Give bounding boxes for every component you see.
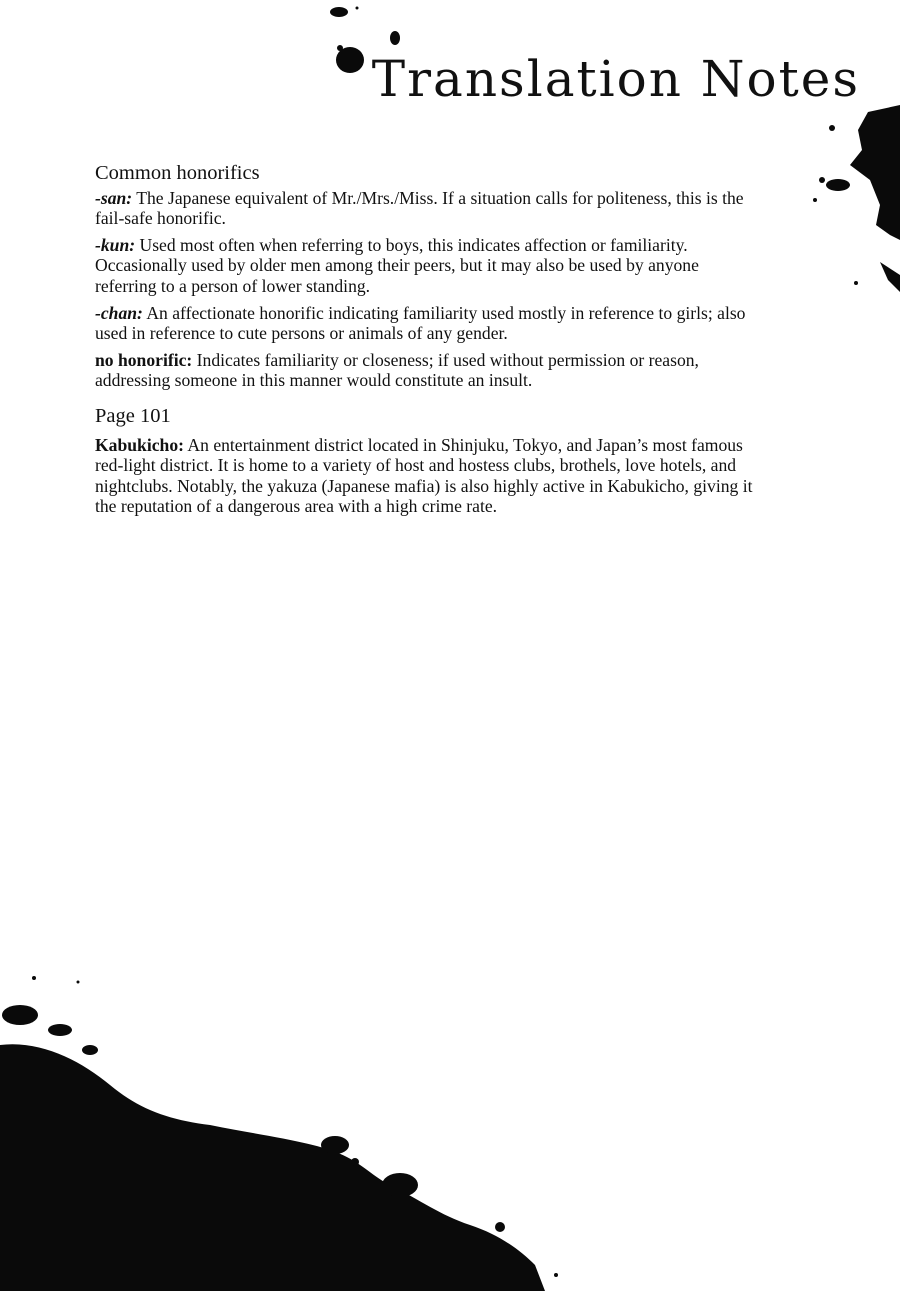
- note-entry-kun: [95, 235, 760, 297]
- note-entry-chan: [95, 303, 760, 344]
- note-text: Indicates familiarity or closeness; if used without permission or reason, addressing someone in this manner would constitute an insult.: [95, 349, 699, 391]
- note-entry-kabukicho: [95, 435, 760, 517]
- note-term: -san:: [95, 187, 133, 208]
- notes-content: [95, 163, 760, 523]
- note-term: -chan:: [95, 302, 143, 323]
- note-term: -kun:: [95, 234, 136, 255]
- note-entry-san: [95, 188, 760, 229]
- note-text: The Japanese equivalent of Mr./Mrs./Miss. If a situation calls for politeness, this is the fail-safe honorific.: [95, 187, 744, 229]
- note-term: Kabukicho:: [95, 434, 184, 455]
- note-text: An entertainment district located in Shinjuku, Tokyo, and Japan’s most famous red-light district. It is home to a variety of host and hostess clubs, brothels, love hotels, and nightclubs. Notably, the yakuza (Japanese mafia) is also highly active in Kabukicho, giving it the reputation of a dangerous area with a high crime rate.: [95, 434, 753, 517]
- note-text: An affectionate honorific indicating familiarity used mostly in reference to girls; also used in reference to cute persons or animals of any gender.: [95, 302, 746, 344]
- note-text: Used most often when referring to boys, this indicates affection or familiarity. Occasionally used by older men among their peers, but it may also be used by anyone referring to a person of lower standing.: [95, 234, 699, 296]
- note-term: no honorific:: [95, 349, 193, 370]
- note-entry-no-honorific: [95, 350, 760, 391]
- section-heading-page-101: Page 101: [95, 404, 171, 427]
- section-heading-honorifics: Common honorifics: [95, 162, 260, 184]
- page-title: Translation Notes: [371, 50, 860, 108]
